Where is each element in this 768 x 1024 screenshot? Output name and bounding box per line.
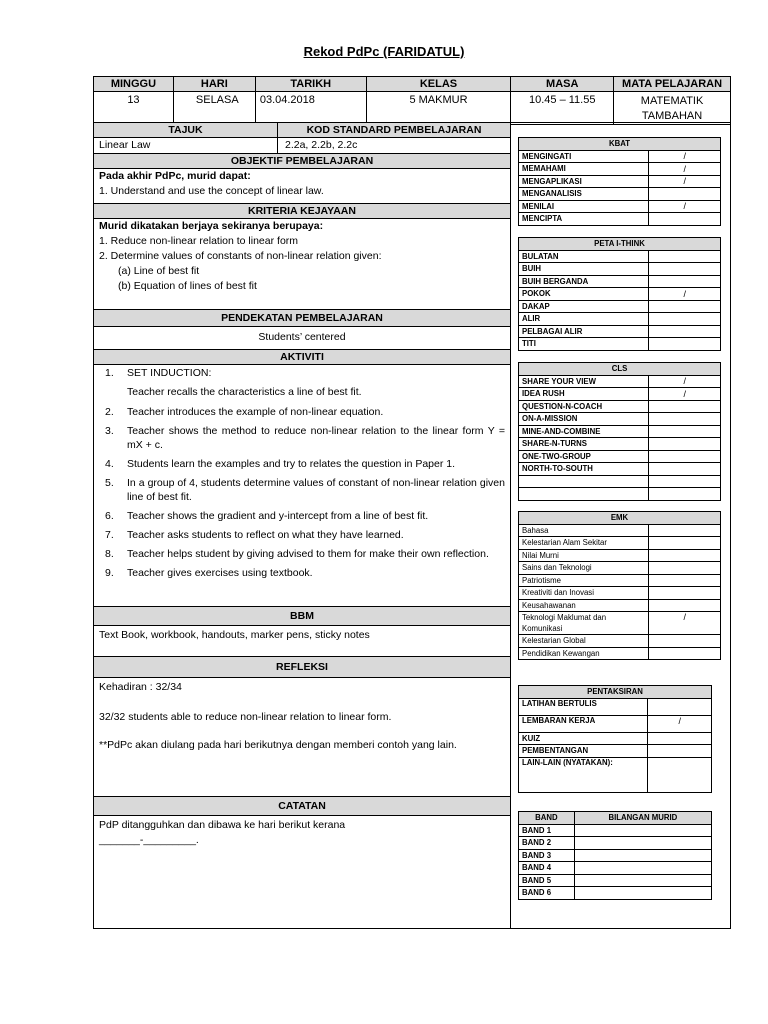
emk-row-label: Sains dan Teknologi <box>519 562 649 575</box>
refleksi-label: REFLEKSI <box>93 656 511 678</box>
kbat-row-label: MENGANALISIS <box>519 188 649 201</box>
cls-row-label: NORTH-TO-SOUTH <box>519 463 649 476</box>
emk-header: EMK <box>519 512 721 525</box>
band-table <box>518 811 712 900</box>
emk-row-label: Bahasa <box>519 524 649 537</box>
aktiviti-num: 9. <box>105 567 114 579</box>
pentaksiran-row-mark <box>648 732 712 745</box>
kbat-table <box>518 137 721 226</box>
hari-value: SELASA <box>173 92 255 125</box>
objektif-label: OBJEKTIF PEMBELAJARAN <box>93 153 511 169</box>
emk-row-mark <box>649 587 721 600</box>
emk-row-label: Kelestarian Global <box>519 635 649 648</box>
cls-row-label: SHARE-N-TURNS <box>519 438 649 451</box>
col-tarikh: TARIKH <box>255 77 366 92</box>
ithink-header: PETA I-THINK <box>519 238 721 251</box>
col-mata-pelajaran: MATA PELAJARAN <box>614 77 731 92</box>
emk-row-mark: / <box>649 612 721 635</box>
cls-row-label: MINE-AND-COMBINE <box>519 425 649 438</box>
ithink-row-mark <box>649 250 721 263</box>
emk-row-label: Teknologi Maklumat dan Komunikasi <box>519 612 649 635</box>
cls-row-mark <box>649 475 721 488</box>
pendekatan-label: PENDEKATAN PEMBELAJARAN <box>93 309 511 327</box>
band-row-count <box>574 874 711 887</box>
ithink-row-mark <box>649 325 721 338</box>
aktiviti-num: 5. <box>105 477 114 489</box>
tajuk-value: Linear Law <box>99 139 151 151</box>
mata-pelajaran-line1: MATEMATIK <box>640 95 704 107</box>
aktiviti-text: Students learn the examples and try to relates the question in Paper 1. <box>127 458 456 470</box>
cls-row-mark <box>649 413 721 426</box>
pentaksiran-row-mark: / <box>648 715 712 732</box>
pentaksiran-row-mark <box>648 757 712 792</box>
col-masa: MASA <box>511 77 614 92</box>
cls-row-label: ONE-TWO-GROUP <box>519 450 649 463</box>
kriteria-item-2: 2. Determine values of constants of non-linear relation given: <box>99 250 382 262</box>
kbat-row-label: MENCIPTA <box>519 213 649 226</box>
aktiviti-text: Teacher shows the gradient and y-intercept from a line of best fit. <box>127 510 429 522</box>
kelas-value: 5 MAKMUR <box>366 92 511 125</box>
kbat-row-mark <box>649 188 721 201</box>
col-minggu: MINGGU <box>94 77 174 92</box>
kod-value: 2.2a, 2.2b, 2.2c <box>285 139 358 151</box>
objektif-item: 1. Understand and use the concept of linear law. <box>99 185 324 197</box>
ithink-row-label: TITI <box>519 338 649 351</box>
cls-row-label: IDEA RUSH <box>519 388 649 401</box>
cls-row-mark: / <box>649 375 721 388</box>
aktiviti-item <box>93 566 511 580</box>
kbat-row-mark: / <box>649 200 721 213</box>
refleksi-line1: 32/32 students able to reduce non-linear relation to linear form. <box>99 711 392 723</box>
aktiviti-text: Teacher asks students to reflect on what they have learned. <box>127 529 404 541</box>
masa-value: 10.45 – 11.55 <box>511 92 614 125</box>
ithink-row-label: POKOK <box>519 288 649 301</box>
cls-row-mark <box>649 463 721 476</box>
kbat-row-mark: / <box>649 175 721 188</box>
emk-row-mark <box>649 537 721 550</box>
ithink-row-label: BULATAN <box>519 250 649 263</box>
minggu-value: 13 <box>94 92 174 125</box>
ithink-row-label: BUIH BERGANDA <box>519 275 649 288</box>
emk-row-label: Keusahawanan <box>519 599 649 612</box>
kbat-row-label: MENILAI <box>519 200 649 213</box>
ithink-row-label: PELBAGAI ALIR <box>519 325 649 338</box>
pentaksiran-row-label: LATIHAN BERTULIS <box>519 698 648 715</box>
ithink-row-label: BUIH <box>519 263 649 276</box>
ithink-row-mark: / <box>649 288 721 301</box>
emk-row-label: Nilai Murni <box>519 549 649 562</box>
ithink-row-label: DAKAP <box>519 300 649 313</box>
emk-row-label: Pendidikan Kewangan <box>519 647 649 660</box>
tarikh-value: 03.04.2018 <box>255 92 366 125</box>
kriteria-label: KRITERIA KEJAYAAN <box>93 203 511 219</box>
ithink-row-mark <box>649 275 721 288</box>
emk-row-mark <box>649 599 721 612</box>
mata-pelajaran-value <box>614 92 731 125</box>
aktiviti-text: Teacher shows the method to reduce non-linear relation to the linear form Y = mX + c. <box>127 425 505 451</box>
aktiviti-num: 6. <box>105 510 114 522</box>
emk-row-mark <box>649 635 721 648</box>
aktiviti-num: 3. <box>105 425 114 437</box>
aktiviti-item <box>93 366 511 380</box>
cls-row-label: ON-A-MISSION <box>519 413 649 426</box>
aktiviti-item <box>93 528 511 542</box>
cls-table <box>518 362 721 501</box>
refleksi-line2: **PdPc akan diulang pada hari berikutnya dengan memberi contoh yang lain. <box>99 739 457 751</box>
aktiviti-num: 1. <box>105 367 114 379</box>
page-title: Rekod PdPc (FARIDATUL) <box>303 44 465 59</box>
emk-row-mark <box>649 549 721 562</box>
catatan-line2: _______-_________. <box>99 834 199 846</box>
aktiviti-item <box>93 476 511 504</box>
kbat-header: KBAT <box>519 138 721 151</box>
kriteria-sub-b: (b) Equation of lines of best fit <box>118 280 257 292</box>
info-table <box>93 76 731 125</box>
band-row-count <box>574 887 711 900</box>
band-row-count <box>574 824 711 837</box>
band-row-count <box>574 849 711 862</box>
aktiviti-item <box>93 405 511 419</box>
cls-row-mark <box>649 400 721 413</box>
emk-row-mark <box>649 574 721 587</box>
cls-row-mark <box>649 488 721 501</box>
aktiviti-text: Teacher recalls the characteristics a line of best fit. <box>127 386 362 398</box>
bbm-value: Text Book, workbook, handouts, marker pens, sticky notes <box>99 629 370 641</box>
emk-row-mark <box>649 562 721 575</box>
aktiviti-text: Teacher introduces the example of non-linear equation. <box>127 406 384 418</box>
col-kelas: KELAS <box>366 77 511 92</box>
ithink-row-mark <box>649 300 721 313</box>
kod-label: KOD STANDARD PEMBELAJARAN <box>277 122 511 138</box>
band-row-label: BAND 5 <box>519 874 575 887</box>
pentaksiran-row-label: LAIN-LAIN (NYATAKAN): <box>519 757 648 792</box>
band-row-label: BAND 4 <box>519 862 575 875</box>
aktiviti-list <box>93 366 511 585</box>
emk-row-mark <box>649 524 721 537</box>
objektif-intro: Pada akhir PdPc, murid dapat: <box>99 170 251 182</box>
ithink-row-mark <box>649 338 721 351</box>
pentaksiran-row-mark <box>648 745 712 758</box>
band-row-label: BAND 1 <box>519 824 575 837</box>
bilangan-col-header: BILANGAN MURID <box>574 812 711 825</box>
cls-row-mark <box>649 425 721 438</box>
ithink-row-label: ALIR <box>519 313 649 326</box>
band-row-label: BAND 2 <box>519 837 575 850</box>
aktiviti-label: AKTIVITI <box>93 349 511 365</box>
kriteria-item-1: 1. Reduce non-linear relation to linear form <box>99 235 299 247</box>
col-hari: HARI <box>173 77 255 92</box>
aktiviti-item <box>93 457 511 471</box>
cls-row-label <box>519 488 649 501</box>
kriteria-intro: Murid dikatakan berjaya sekiranya berupaya: <box>99 220 324 232</box>
pentaksiran-row-label: PEMBENTANGAN <box>519 745 648 758</box>
kbat-row-mark <box>649 213 721 226</box>
kbat-row-label: MENGAPLIKASI <box>519 175 649 188</box>
band-row-label: BAND 6 <box>519 887 575 900</box>
aktiviti-item <box>93 547 511 561</box>
band-row-count <box>574 837 711 850</box>
mata-pelajaran-line2: TAMBAHAN <box>641 110 703 122</box>
pentaksiran-table <box>518 685 712 793</box>
pentaksiran-row-mark <box>648 698 712 715</box>
aktiviti-text: SET INDUCTION: <box>127 367 212 379</box>
ithink-table <box>518 237 721 351</box>
catatan-label: CATATAN <box>93 796 511 816</box>
aktiviti-text: Teacher helps student by giving advised to them for make their own reflection. <box>127 548 489 560</box>
cls-row-mark <box>649 438 721 451</box>
cls-row-label: QUESTION-N-COACH <box>519 400 649 413</box>
tajuk-divider <box>277 138 278 154</box>
emk-row-label: Kelestarian Alam Sekitar <box>519 537 649 550</box>
tajuk-label: TAJUK <box>93 122 278 138</box>
kbat-row-mark: / <box>649 163 721 176</box>
aktiviti-num: 4. <box>105 458 114 470</box>
aktiviti-text: In a group of 4, students determine values of constant of non-linear relation given line of best fit. <box>127 477 505 503</box>
refleksi-kehadiran: Kehadiran : 32/34 <box>99 681 182 693</box>
cls-row-mark: / <box>649 388 721 401</box>
kbat-row-mark: / <box>649 150 721 163</box>
cls-row-label: SHARE YOUR VIEW <box>519 375 649 388</box>
aktiviti-num: 8. <box>105 548 114 560</box>
aktiviti-item <box>93 509 511 523</box>
aktiviti-num: 7. <box>105 529 114 541</box>
cls-header: CLS <box>519 363 721 376</box>
kriteria-sub-a: (a) Line of best fit <box>118 265 200 277</box>
pentaksiran-row-label: LEMBARAN KERJA <box>519 715 648 732</box>
pentaksiran-header: PENTAKSIRAN <box>519 686 712 699</box>
emk-row-label: Kreativiti dan Inovasi <box>519 587 649 600</box>
kbat-row-label: MENGINGATI <box>519 150 649 163</box>
band-row-label: BAND 3 <box>519 849 575 862</box>
bbm-label: BBM <box>93 606 511 626</box>
emk-row-mark <box>649 647 721 660</box>
band-row-count <box>574 862 711 875</box>
cls-row-mark <box>649 450 721 463</box>
aktiviti-item <box>93 385 511 399</box>
cls-row-label <box>519 475 649 488</box>
band-col-header: BAND <box>519 812 575 825</box>
ithink-row-mark <box>649 263 721 276</box>
kbat-row-label: MEMAHAMI <box>519 163 649 176</box>
aktiviti-num: 2. <box>105 406 114 418</box>
aktiviti-text: Teacher gives exercises using textbook. <box>127 567 313 579</box>
pentaksiran-row-label: KUIZ <box>519 732 648 745</box>
catatan-line1: PdP ditangguhkan dan dibawa ke hari berikut kerana <box>99 819 346 831</box>
ithink-row-mark <box>649 313 721 326</box>
aktiviti-item <box>93 424 511 452</box>
emk-table <box>518 511 721 660</box>
pendekatan-value: Students’ centered <box>258 331 346 343</box>
emk-row-label: Patriotisme <box>519 574 649 587</box>
